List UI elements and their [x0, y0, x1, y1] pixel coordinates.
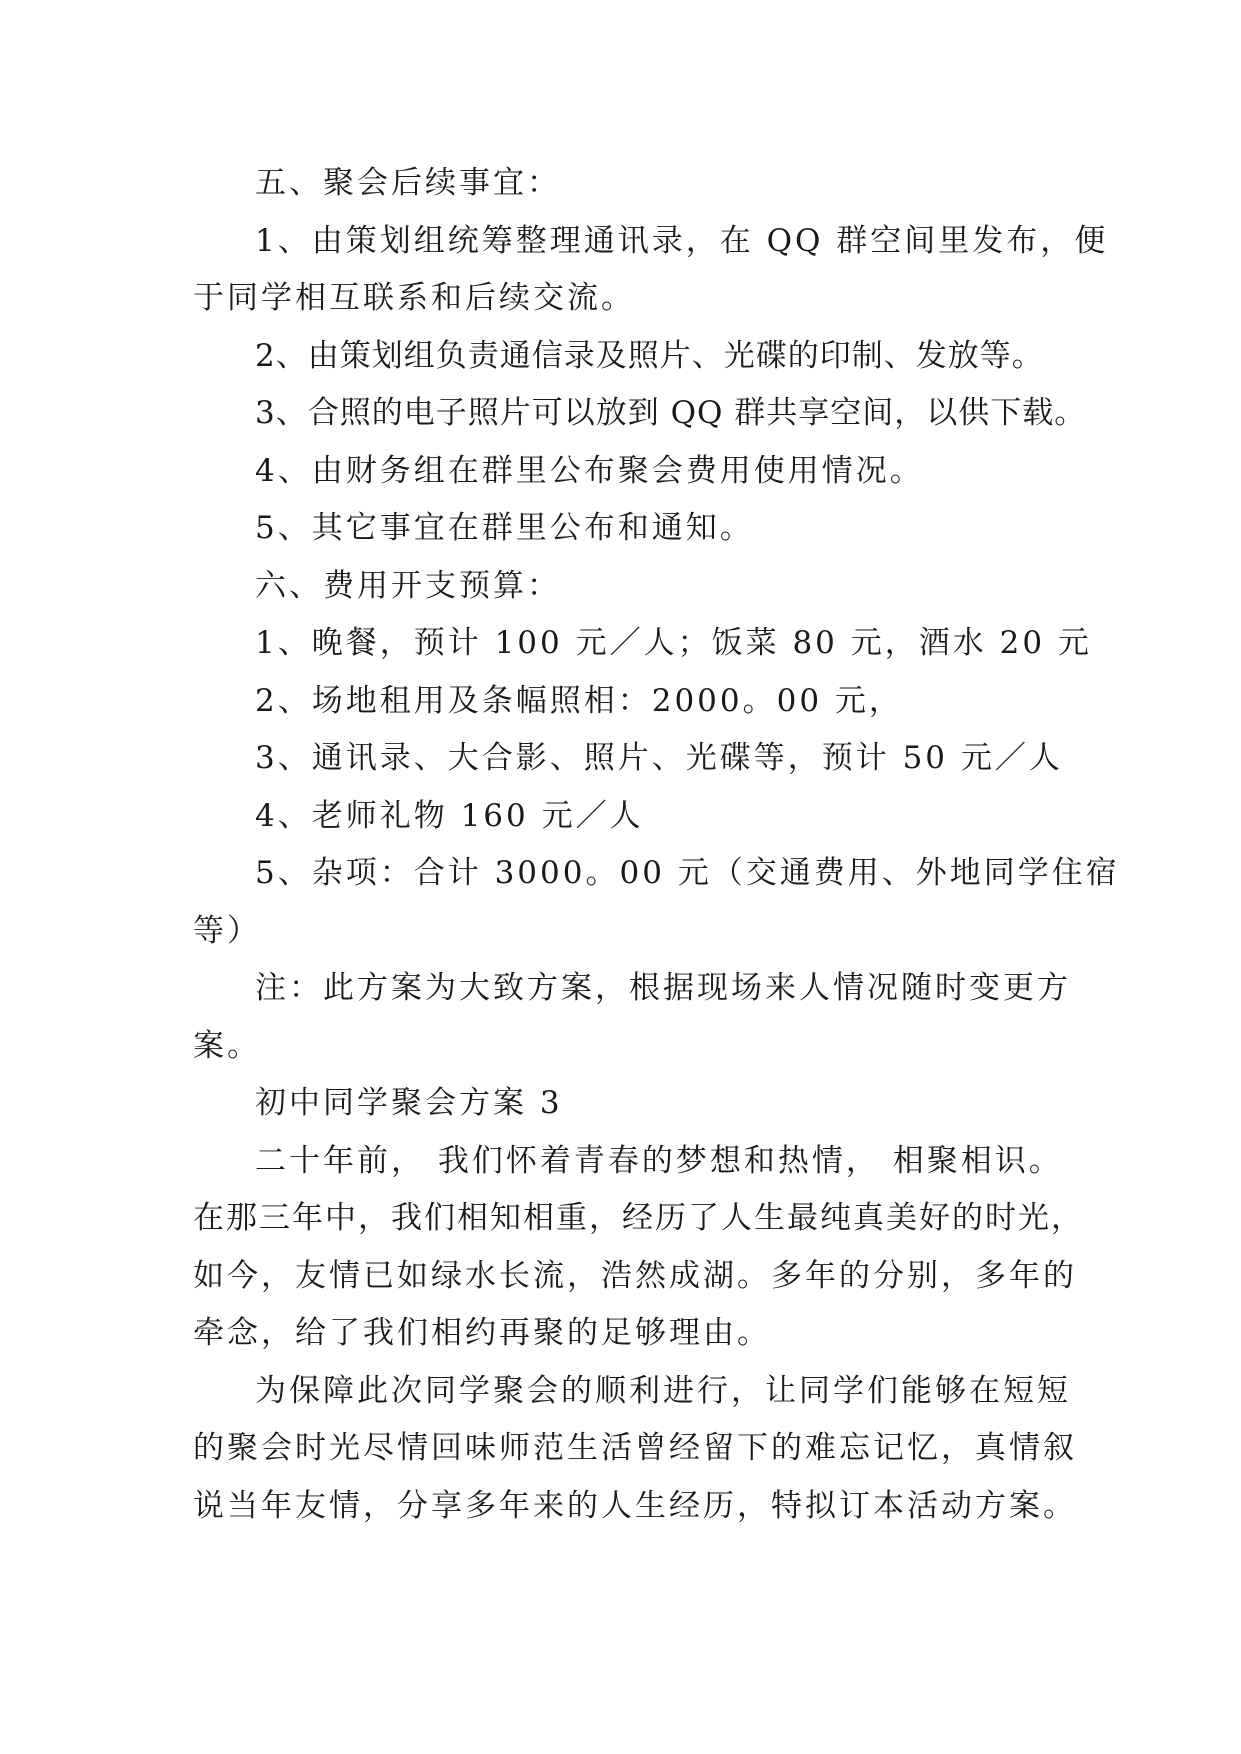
paragraph-line: 为保障此次同学聚会的顺利进行，让同学们能够在短短 [255, 1372, 1071, 1409]
paragraph-line: 1、晚餐，预计 100 元／人；饭菜 80 元，酒水 20 元 [255, 625, 1092, 661]
paragraph-line: 3、合照的电子照片可以放到 QQ 群共享空间，以供下载。 [255, 395, 1087, 431]
paragraph-line: 4、由财务组在群里公布聚会费用使用情况。 [255, 452, 924, 489]
paragraph-line: 的聚会时光尽情回味师范生活曾经留下的难忘记忆，真情叙 [193, 1430, 1077, 1466]
paragraph-line: 2、由策划组负责通信录及照片、光碟的印制、发放等。 [255, 337, 1044, 374]
note-line: 案。 [193, 1027, 261, 1064]
paragraph-line: 5、其它事宜在群里公布和通知。 [255, 510, 754, 546]
paragraph-line: 于同学相互联系和后续交流。 [193, 280, 635, 316]
paragraph-line: 在那三年中，我们相知相重，经历了人生最纯真美好的时光， [193, 1200, 1084, 1236]
document-body [193, 155, 1120, 1535]
section-heading-budget: 六、费用开支预算： [255, 567, 561, 604]
paragraph-line: 5、杂项：合计 3000。00 元（交通费用、外地同学住宿 [255, 855, 1120, 891]
paragraph-line: 1、由策划组统筹整理通讯录，在 QQ 群空间里发布，便 [255, 222, 1109, 259]
paragraph-line: 说当年友情，分享多年来的人生经历，特拟订本活动方案。 [193, 1487, 1077, 1524]
paragraph-line: 3、通讯录、大合影、照片、光碟等，预计 50 元／人 [255, 740, 1063, 776]
paragraph-line: 如今，友情已如绿水长流，浩然成湖。多年的分别，多年的 [193, 1257, 1077, 1294]
plan-title: 初中同学聚会方案 3 [255, 1085, 563, 1121]
paragraph-line: 4、老师礼物 160 元／人 [255, 797, 644, 834]
paragraph-line: 牵念，给了我们相约再聚的足够理由。 [193, 1315, 771, 1351]
section-heading-followup: 五、聚会后续事宜： [255, 165, 561, 201]
paragraph-line: 2、场地租用及条幅照相：2000。00 元， [255, 682, 903, 719]
paragraph-line: 等） [193, 912, 261, 949]
note-line: 注：此方案为大致方案，根据现场来人情况随时变更方 [255, 970, 1071, 1006]
paragraph-line: 二十年前， 我们怀着青春的梦想和热情， 相聚相识。 [255, 1142, 1063, 1179]
